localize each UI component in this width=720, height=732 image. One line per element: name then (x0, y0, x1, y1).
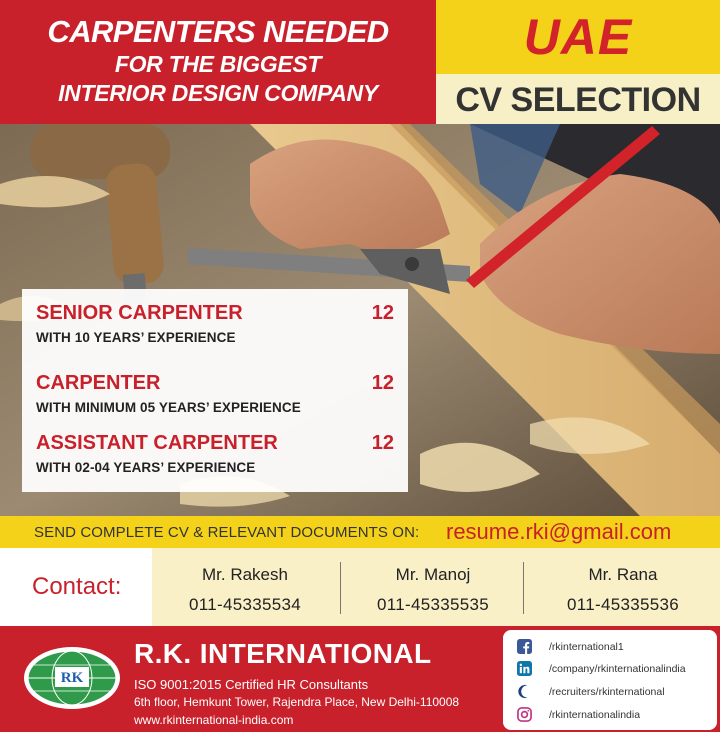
position-item (36, 372, 394, 415)
position-count: 12 (371, 432, 394, 454)
social-link-linkedin[interactable] (517, 661, 686, 676)
social-handle: /recruiters/rkinternational (549, 685, 665, 698)
social-link-facebook[interactable] (517, 639, 624, 654)
contact-person (340, 548, 526, 626)
position-count: 12 (371, 302, 394, 324)
moon-icon (517, 684, 532, 699)
contact-label: Contact: (0, 548, 152, 626)
position-count: 12 (371, 372, 394, 394)
company-website[interactable]: www.rkinternational-india.com (134, 713, 294, 727)
headline: CARPENTERS NEEDED (47, 14, 389, 49)
linkedin-icon (517, 661, 532, 676)
headline-banner (0, 0, 436, 124)
social-links-panel (503, 630, 717, 730)
position-title: CARPENTER (36, 372, 161, 394)
country-badge: UAE (436, 0, 720, 74)
company-name: R.K. INTERNATIONAL (134, 638, 432, 669)
contact-phone[interactable]: 011-45335535 (377, 595, 489, 614)
facebook-icon (517, 639, 532, 654)
position-title: SENIOR CARPENTER (36, 302, 243, 324)
position-experience: WITH 02-04 YEARS’ EXPERIENCE (36, 460, 256, 475)
contact-phone[interactable]: 011-45335536 (567, 595, 679, 614)
headline-subline-1: FOR THE BIGGEST (114, 51, 322, 77)
headline-subline-2: INTERIOR DESIGN COMPANY (58, 80, 378, 106)
process-badge: CV SELECTION (436, 74, 720, 124)
email-link[interactable]: resume.rki@gmail.com (446, 519, 672, 544)
send-cv-bar (0, 516, 720, 548)
company-certification: ISO 9001:2015 Certified HR Consultants (134, 677, 369, 692)
social-handle: /company/rkinternationalindia (549, 662, 686, 675)
social-link-recruiters[interactable] (517, 684, 665, 699)
social-link-instagram[interactable] (517, 707, 640, 722)
logo-letters: RK (60, 670, 84, 686)
instagram-icon (517, 707, 532, 722)
send-cv-label: SEND COMPLETE CV & RELEVANT DOCUMENTS ON: (34, 524, 420, 541)
social-handle: /rkinternational1 (549, 640, 624, 653)
position-item (36, 432, 394, 475)
contact-row (0, 548, 720, 626)
position-experience: WITH 10 YEARS’ EXPERIENCE (36, 330, 236, 345)
contact-phone[interactable]: 011-45335534 (189, 595, 301, 614)
contact-name: Mr. Rana (588, 565, 658, 584)
contact-person (526, 548, 720, 626)
position-title: ASSISTANT CARPENTER (36, 432, 278, 454)
company-logo (22, 645, 122, 711)
social-handle: /rkinternationalindia (549, 708, 641, 721)
position-experience: WITH MINIMUM 05 YEARS’ EXPERIENCE (36, 400, 301, 415)
contact-person (152, 548, 338, 626)
contact-name: Mr. Manoj (395, 565, 471, 584)
company-address: 6th floor, Hemkunt Tower, Rajendra Place, New Delhi-110008 (134, 695, 460, 709)
positions-panel (22, 289, 408, 492)
contact-name: Mr. Rakesh (202, 565, 288, 584)
position-item (36, 302, 394, 345)
divider (523, 562, 524, 614)
